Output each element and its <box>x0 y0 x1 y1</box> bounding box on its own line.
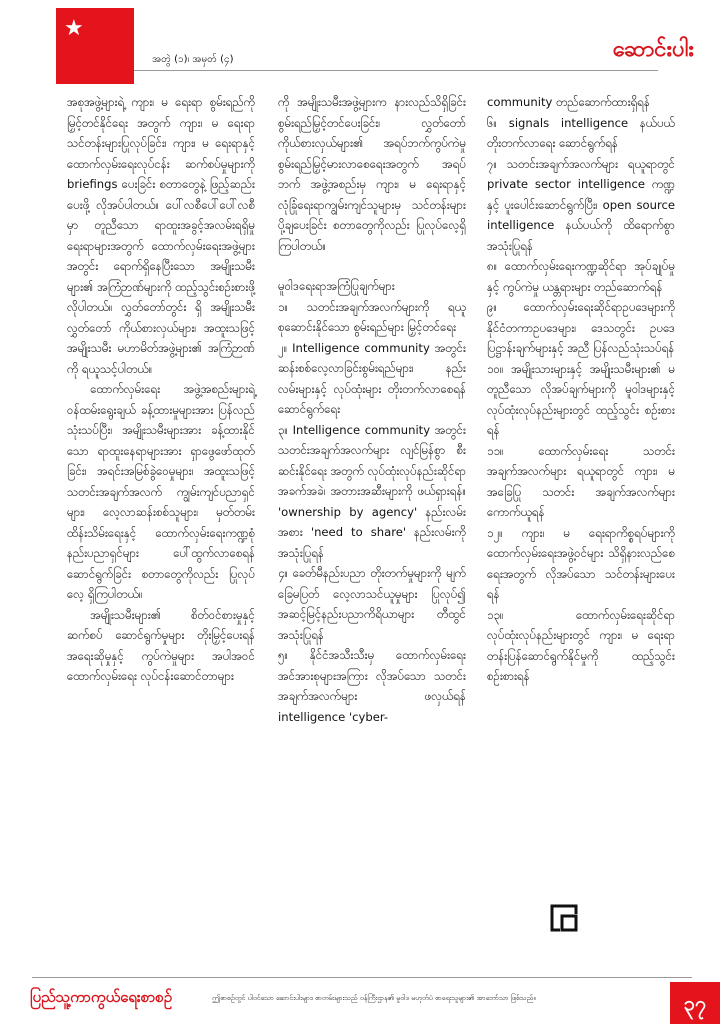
star-icon: ★ <box>64 16 84 41</box>
paragraph: ကို အမျိုးသမီးအဖွဲ့များက နားလည်သိရှိခြင်းစွမ်းရည်မြှင့်တင်ပေးခြင်း၊ လွှတ်တော် ကိုယ်စားလှယ်များ၏ အရပ်ဘက်ကွပ်ကဲမှု စွမ်းရည်မြှင့်မားလာစေရေးအတွက် အရပ်ဘက် အဖွဲ့အစည်းမှ ကျား၊ မ ရေးရာနှင့် လုံခြုံရေးရာကျွမ်းကျင်သူများမှ သင်တန်းများ ပို့ချပေးခြင်း စတာတွေကိုလည်း ပြုလုပ်လေ့ရှိကြပါတယ်။ <box>278 95 466 253</box>
disclaimer: ဤစာစဉ်တွင် ပါဝင်သော ဆောင်းပါးများ၊ စာတမ်းများသည် ဝန်ကြီးဌာန၏ မူဝါဒ မဟုတ်ပဲ စာရေးသူများ၏ အာဘော်သာ ဖြစ်သည်။ <box>212 994 536 1002</box>
paragraph: အစုအဖွဲ့များရဲ့ ကျား၊ မ ရေးရာ စွမ်းရည်ကို မြှင့်တင်နိုင်ရေး အတွက် ကျား၊ မ ရေးရာ သင်တန်းများပြုလုပ်ခြင်း၊ ကျား၊ မ ရေးရာနှင့် ထောက်လှမ်းရေးလုပ်ငန်း ဆက်စပ်မှုများကို briefings ပေးခြင်း စတာတွေနဲ့ ဖြည့်ဆည်းပေးဖို့ လိုအပ်ပါတယ်။ ပေါ်လစီပေါ်ပေါ်လစီမှာ တူညီသော ရာထူးအခွင့်အလမ်းရရှိမှု ရေးရာများအတွက် ထောက်လှမ်းရေးအဖွဲ့များအတွင်း ရောက်ရှိနေပြီးသော အမျိုးသမီးများ၏ အကြံဉာဏ်များကို ထည့်သွင်းစဉ်းစားဖို့ လိုပါတယ်။ လွှတ်တော်တွင်း ရှိ အမျိုးသမီး လွှတ်တော် ကိုယ်စားလှယ်များ၊ အထူးသဖြင့် အမျိုးသမီး မဟာမိတ်အဖွဲ့များ၏ အကြံဉာဏ်ကို ရယူသင့်ပါတယ်။ <box>67 95 255 376</box>
list-item: ၇။ သတင်းအချက်အလက်များ ရယူရာတွင် private sector intelligence ကဏ္ဍနှင့် ပူးပေါင်းဆောင်ရွက်ပြီး၊ open source intelligence နယ်ပယ်ကို ထိရောက်စွာ အသုံးပြုရန် <box>487 156 675 253</box>
list-item: ၁၃။ ထောက်လှမ်းရေးဆိုင်ရာ လုပ်ထုံးလုပ်နည်းများတွင် ကျား၊ မ ရေးရာ တန်းပြန်ဆောင်ရွက်နိုင်မှုကို ထည့်သွင်းစဉ်းစားရန် <box>487 607 675 683</box>
list-item: community တည်ဆောက်ထားရှိရန် <box>487 95 650 109</box>
list-item: ၁၂။ ကျား၊ မ ရေးရာကိစ္စရပ်များကို ထောက်လှမ်းရေးအဖွဲ့ဝင်များ သိရှိနားလည်စေရေးအတွက် လိုအပ်သော သင်တန်းများပေးရန် <box>487 525 675 601</box>
list-item: ၁၀။ အမျိုးသားများနှင့် အမျိုးသမီးများ၏ မတူညီသော လိုအပ်ချက်များကို မူဝါဒများနှင့် လုပ်ထုံးလုပ်နည်းများတွင် ထည့်သွင်း စဉ်းစားရန် <box>487 361 675 437</box>
column-1 <box>67 92 255 687</box>
list-item: ၃။ Intelligence community အတွင်း သတင်းအချက်အလက်များ လျင်မြန်စွာ စီးဆင်းနိုင်ရေး အတွက် လုပ်ထုံးလုပ်နည်းဆိုင်ရာ အခက်အခဲ၊ အတားအဆီးများကို ဖယ်ရှားရန်။ 'ownership by agency' နည်းလမ်းအစား 'need to share' နည်းလမ်းကို အသုံးပြုရန် <box>278 422 466 560</box>
list-item: ၉။ ထောက်လှမ်းရေးဆိုင်ရာဥပဒေများကို နိုင်ငံတကာဥပဒေများ၊ ဒေသတွင်း ဥပဒေပြဋ္ဌာန်းချက်များနှင့် အညီ ပြန်လည်သုံးသပ်ရန် <box>487 300 675 355</box>
footer-divider <box>32 977 692 978</box>
list-item: ၄။ ခေတ်မီနည်းပညာ တိုးတက်မှုများကို မျက်ခြေမပြတ် လေ့လာသင်ယူမှုများ ပြုလုပ်၍ အဆင့်မြင့်နည်းပညာကိရိယာများ တီထွင် အသုံးပြုရန် <box>278 566 466 642</box>
paragraph: အမျိုးသမီးများ၏ စိတ်ဝင်စားမှုနှင့် ဆက်စပ် ဆောင်ရွက်မှုများ တိုးမြှင့်ပေးရန် အရေးဆိုမှုနှင့် ကွပ်ကဲမှုများ အပါအဝင် ထောက်လှမ်းရေး လုပ်ငန်းဆောင်တာများ <box>67 607 255 683</box>
page-header <box>0 0 724 88</box>
list-item: ၆။ signals intelligence နယ်ပယ် တိုးတက်လာရေး ဆောင်ရွက်ရန် <box>487 115 675 150</box>
list-item: ၁။ သတင်းအချက်အလက်များကို ရယူစုဆောင်းနိုင်သော စွမ်းရည်များ မြှင့်တင်ရေး <box>278 299 466 334</box>
list-item: ၅။ နိုင်ငံအသီးသီးမှ ထောက်လှမ်းရေးအင်အားစုများအကြား လိုအပ်သော သတင်းအချက်အလက်များ ဖလှယ်ရန် intelligence 'cyber- <box>278 648 466 724</box>
page-number: ၃၇ <box>670 982 720 1024</box>
section-title: ဆောင်းပါး <box>612 37 694 62</box>
list-item: ၁၁။ ထောက်လှမ်းရေး သတင်း အချက်အလက်များ ရယူရာတွင် ကျား၊ မ အခြေပြု သတင်း အချက်အလက်များ ကောက်ယူရန် <box>487 443 675 519</box>
list-item: ၂။ Intelligence community အတွင်း ဆန်းစစ်လေ့လာခြင်းစွမ်းရည်များ၊ နည်းလမ်းများနှင့် လုပ်ထုံးများ တိုးတက်လာစေရန် ဆောင်ရွက်ရေး <box>278 340 466 416</box>
end-square-icon <box>550 904 578 932</box>
paragraph: ထောက်လှမ်းရေး အဖွဲ့အစည်းများရဲ့ ဝန်ထမ်းရွေးချယ် ခန့်ထားမှုများအား ပြန်လည် သုံးသပ်ပြီး၊ အမျိုးသမီးများအား ခန့်ထားနိုင်သော ရာထူးနေရာများအား ရှာဖွေဖော်ထုတ်ခြင်း၊ အရင်းအမြစ်ခွဲဝေမှုများ၊ အထူးသဖြင့် သတင်းအချက်အလက် ကျွမ်းကျင်ပညာရှင်များ၊ လေ့လာဆန်းစစ်သူများ၊ မှတ်တမ်းထိန်းသိမ်းရေးနှင့် ထောက်လှမ်းရေးကဏ္ဍစုံ နည်းပညာရှင်များ ပေါ်ထွက်လာစေရန် ဆောင်ရွက်ခြင်း စတာတွေကိုလည်း ပြုလုပ်လေ့ ရှိကြပါတယ်။ <box>67 382 255 601</box>
recommendations-heading: မူဝါဒရေးရာအကြံပြုချက်များ <box>278 279 395 293</box>
list-item: ၈။ ထောက်လှမ်းရေးကဏ္ဍဆိုင်ရာ အုပ်ချုပ်မှုနှင့် ကွပ်ကဲမှု ယန္တရားများ တည်ဆောက်ရန် <box>487 259 675 294</box>
column-2 <box>278 92 466 727</box>
publication-title: ပြည်သူ့ကာကွယ်ရေးစာစဉ် <box>30 988 173 1006</box>
flag-icon <box>56 8 134 84</box>
issue-number: အတွဲ (၁)၊ အမှတ် (၄) <box>152 54 234 65</box>
header-divider <box>134 70 658 71</box>
column-3 <box>487 92 675 687</box>
